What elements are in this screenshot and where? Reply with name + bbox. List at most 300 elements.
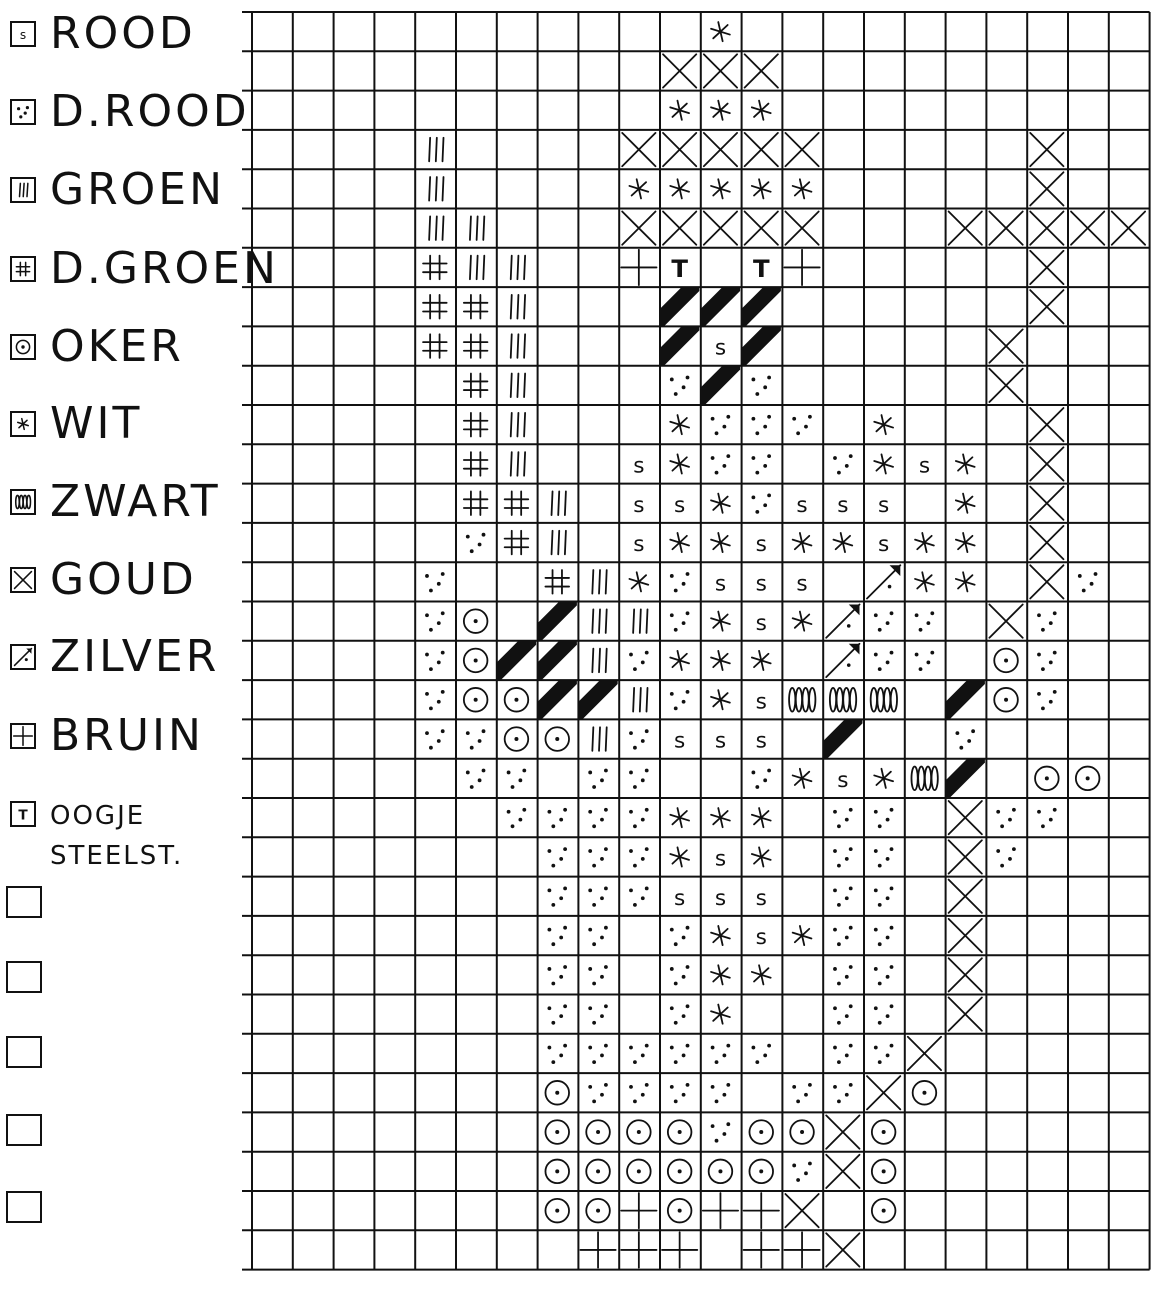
pattern-cell-wit [874,454,893,473]
legend-label: WIT [50,398,143,449]
pattern-cell-d-rood [670,1083,690,1103]
pattern-cell-rood [633,454,644,479]
pattern-cell-d-rood [874,926,894,946]
pattern-cell-rood [837,493,848,518]
svg-text:s: s [755,610,767,636]
pattern-cell-goud [622,133,655,166]
pattern-cell-oker [668,1120,692,1144]
pattern-cell-wit [670,808,689,827]
pattern-cell-zilver [826,605,859,638]
pattern-cell-d-rood [670,926,690,946]
pattern-cell-groen [552,531,566,555]
pattern-cell-groen [633,688,647,712]
pattern-cell-goud [989,369,1022,402]
svg-text:s: s [878,532,890,558]
pattern-cell-zwart [911,767,937,791]
pattern-cell-wit [629,572,648,591]
pattern-cell-wit [956,533,975,552]
pattern-cell-d-rood [588,808,608,828]
pattern-cell-d-rood [588,1083,608,1103]
pattern-cell-rood [756,729,767,754]
pattern-cell-d-groen [423,334,447,358]
pattern-cell-goud [663,133,696,166]
pattern-cell-oker [586,1120,610,1144]
pattern-cell-groen [511,334,525,358]
pattern-cell-wit [711,179,730,198]
pattern-cell-oker [545,727,569,751]
legend-label-line: STEELST. [50,841,184,871]
pattern-cell-diagonal-stripe [578,680,617,719]
pattern-cell-bruin [744,1193,779,1228]
pattern-cell-oker [668,1199,692,1223]
pattern-cell-goud [949,958,982,991]
svg-text:s: s [796,571,808,597]
pattern-cell-goud [949,840,982,873]
pattern-cell-groen [592,649,606,673]
pattern-cell-d-groen [464,334,488,358]
pattern-cell-oogje [671,254,688,283]
pattern-cell-goud [826,1155,859,1188]
pattern-cell-wit [711,651,730,670]
pattern-cell-rood [756,886,767,911]
pattern-cell-groen [592,609,606,633]
svg-text:s: s [714,846,727,872]
pattern-cell-d-rood [547,847,567,867]
pattern-cell-rood [878,493,889,518]
pattern-cell-d-rood [915,611,935,631]
pattern-cell-wit [711,808,730,827]
pattern-cell-wit [915,533,934,552]
pattern-cell-zwart [789,688,815,712]
pattern-cell-d-rood [751,454,771,474]
pattern-cell-rood [756,611,767,636]
pattern-cell-diagonal-stripe [823,719,862,758]
pattern-cell-d-groen [505,491,529,515]
pattern-cell-d-rood [466,769,486,789]
pattern-cell-goud [1030,526,1063,559]
pattern-cell-d-rood [833,847,853,867]
pattern-cell-d-rood [588,886,608,906]
pattern-cell-d-rood [874,611,894,631]
pattern-cell-d-rood [711,454,731,474]
pattern-cell-diagonal-stripe [538,641,577,680]
pattern-cell-d-rood [711,1083,731,1103]
svg-text:T: T [671,253,688,283]
pattern-cell-rood [796,571,807,596]
pattern-cell-oker [872,1120,896,1144]
pattern-cell-d-rood [1037,690,1057,710]
pattern-cell-goud [1030,251,1063,284]
pattern-cell-oker [545,1120,569,1144]
pattern-cell-diagonal-stripe [660,287,699,326]
pattern-cell-d-rood [670,376,690,396]
pattern-cell-goud [826,1233,859,1266]
pattern-cell-goud [704,133,737,166]
pattern-cell-goud [704,54,737,87]
svg-text:s: s [633,453,645,479]
svg-text:s: s [19,27,27,42]
pattern-cell-d-rood [833,454,853,474]
pattern-cell-diagonal-stripe [701,287,740,326]
pattern-cell-goud [745,133,778,166]
pattern-cell-wit [670,533,689,552]
pattern-cell-rood [715,571,726,596]
pattern-cell-d-rood [425,611,445,631]
pattern-cell-goud [745,54,778,87]
pattern-cell-d-rood [425,651,445,671]
pattern-cell-d-rood [670,965,690,985]
pattern-cell-goud [745,212,778,245]
pattern-cell-groen [511,413,525,437]
pattern-cell-bruin [744,1232,779,1267]
pattern-cell-groen [592,570,606,594]
pattern-cell-d-rood [507,808,527,828]
pattern-cell-oker [994,688,1018,712]
pattern-cell-oker [790,1120,814,1144]
pattern-cell-zwart [830,688,856,712]
pattern-cell-wit [629,179,648,198]
pattern-cell-oker [586,1160,610,1184]
pattern-cell-d-rood [466,533,486,553]
pattern-cell-goud [908,1037,941,1070]
pattern-cell-oker [505,727,529,751]
pattern-cell-goud [989,605,1022,638]
pattern-cell-diagonal-stripe [538,602,577,641]
pattern-cell-oker [709,1160,733,1184]
pattern-cell-d-rood [996,847,1016,867]
pattern-cell-d-rood [507,769,527,789]
pattern-cell-d-rood [1037,611,1057,631]
pattern-cell-wit [956,572,975,591]
pattern-cell-diagonal-stripe [538,680,577,719]
pattern-cell-d-rood [833,926,853,946]
pattern-cell-wit [874,769,893,788]
pattern-cell-d-groen [423,295,447,319]
pattern-cell-bruin [703,1193,738,1228]
legend-label: GOUD [50,554,197,605]
svg-text:s: s [714,728,727,754]
pattern-cell-d-rood [751,493,771,513]
pattern-cell-d-rood [874,1044,894,1064]
pattern-cell-wit [956,494,975,513]
pattern-cell-d-rood [425,729,445,749]
svg-text:s: s [714,885,727,911]
pattern-cell-d-rood [711,1044,731,1064]
pattern-cell-oker [627,1160,651,1184]
pattern-cell-d-rood [915,651,935,671]
pattern-cell-goud [1071,212,1104,245]
pattern-cell-goud [949,919,982,952]
pattern-cell-d-rood [629,847,649,867]
pattern-cell-groen [429,138,443,162]
svg-text:s: s [755,571,767,597]
pattern-cell-wit [752,651,771,670]
pattern-cell-rood [756,689,767,714]
pattern-cell-wit [711,926,730,945]
pattern-cell-bruin [784,250,819,285]
legend-label: GROEN [50,164,226,215]
pattern-cell-d-groen [545,570,569,594]
pattern-cell-goud [949,880,982,913]
pattern-cell-rood [674,729,685,754]
svg-text:s: s [878,492,890,518]
pattern-cell-oker [1035,767,1059,791]
pattern-cell-wit [752,808,771,827]
pattern-cell-goud [1030,172,1063,205]
pattern-cell-rood [715,729,726,754]
pattern-cell-d-rood [588,1044,608,1064]
pattern-cell-d-rood [792,1083,812,1103]
pattern-cell-rood [919,454,930,479]
pattern-cell-d-rood [1037,808,1057,828]
pattern-cell-d-rood [670,1044,690,1064]
pattern-cell-oker [586,1199,610,1223]
pattern-cell-wit [793,612,812,631]
svg-text:s: s [674,492,686,518]
pattern-cell-diagonal-stripe [946,759,985,798]
pattern-cell-oogje [753,254,770,283]
pattern-cell-groen [429,216,443,240]
pattern-cell-rood [837,768,848,793]
pattern-cell-rood [756,571,767,596]
pattern-cell-goud [1030,565,1063,598]
pattern-cell-wit [670,651,689,670]
pattern-cell-d-rood [547,808,567,828]
pattern-cell-d-rood [425,572,445,592]
pattern-cell-d-rood [833,886,853,906]
pattern-cell-d-rood [996,808,1016,828]
pattern-cell-oker [627,1120,651,1144]
pattern-cell-wit [670,454,689,473]
pattern-cell-bruin [621,250,656,285]
svg-text:s: s [633,532,645,558]
pattern-cell-oker [872,1199,896,1223]
pattern-cell-d-rood [547,1044,567,1064]
pattern-cell-d-rood [833,1004,853,1024]
pattern-cell-d-rood [751,415,771,435]
pattern-cell-groen [470,216,484,240]
pattern-cell-wit [793,533,812,552]
pattern-cell-wit [752,179,771,198]
pattern-cell-d-rood [629,808,649,828]
pattern-cell-d-rood [588,847,608,867]
pattern-cell-d-rood [874,1004,894,1024]
pattern-cell-rood [715,886,726,911]
pattern-cell-goud [826,1115,859,1148]
pattern-cell-d-rood [792,415,812,435]
pattern-cell-d-rood [629,729,649,749]
pattern-cell-goud [949,212,982,245]
legend-label: OKER [50,321,184,372]
pattern-cell-d-rood [425,690,445,710]
pattern-cell-d-rood [833,1083,853,1103]
pattern-cell-wit [874,415,893,434]
pattern-cell-wit [752,965,771,984]
legend-label: BRUIN [50,710,204,761]
pattern-cell-groen [429,177,443,201]
pattern-cell-d-rood [629,769,649,789]
pattern-cell-oker [668,1160,692,1184]
pattern-cell-d-rood [547,965,567,985]
pattern-cell-d-rood [670,611,690,631]
pattern-cell-goud [949,801,982,834]
svg-text:s: s [674,728,686,754]
pattern-cell-goud [1112,212,1145,245]
pattern-cell-d-rood [629,651,649,671]
pattern-cell-rood [796,493,807,518]
legend-label-line: OOGJE [50,800,146,831]
pattern-cell-goud [785,212,818,245]
pattern-cell-d-groen [464,295,488,319]
legend-label: ROOD [50,8,196,59]
svg-text:T: T [752,253,770,283]
svg-text:s: s [633,492,645,518]
svg-text:s: s [755,925,767,951]
pattern-cell-rood [674,886,685,911]
svg-text:s: s [755,689,767,715]
pattern-cell-d-rood [547,886,567,906]
pattern-cell-zwart [871,688,897,712]
pattern-cell-bruin [580,1232,615,1267]
legend-label: ZILVER [50,631,220,682]
pattern-cell-d-rood [670,572,690,592]
pattern-cell-groen [511,295,525,319]
pattern-cell-wit [711,965,730,984]
svg-text:s: s [755,532,767,558]
pattern-cell-d-rood [466,729,486,749]
pattern-cell-wit [711,612,730,631]
pattern-cell-goud [1030,212,1063,245]
pattern-cell-d-rood [874,847,894,867]
pattern-cell-goud [1030,447,1063,480]
pattern-cell-d-rood [874,808,894,828]
pattern-cell-oker [545,1160,569,1184]
pattern-cell-d-rood [751,376,771,396]
pattern-cell-oker [913,1081,937,1105]
pattern-cell-groen [552,491,566,515]
pattern-cell-d-groen [464,452,488,476]
grid-lines [242,12,1150,1270]
pattern-cell-oker [545,1081,569,1105]
pattern-cell-d-rood [833,965,853,985]
pattern-cell-oker [872,1160,896,1184]
pattern-cell-d-rood [833,1044,853,1064]
pattern-cell-wit [711,22,730,41]
svg-text:s: s [674,885,686,911]
pattern-cell-d-rood [1037,651,1057,671]
pattern-cell-bruin [662,1232,697,1267]
pattern-cell-wit [793,179,812,198]
pattern-cell-diagonal-stripe [701,366,740,405]
pattern-cell-bruin [621,1232,656,1267]
pattern-cell-oker [1076,767,1100,791]
pattern-cell-goud [949,998,982,1031]
pattern-cell-goud [1030,290,1063,323]
pattern-cell-oker [545,1199,569,1223]
pattern-cell-d-rood [629,1083,649,1103]
pattern-cell-rood [674,493,685,518]
pattern-cell-d-groen [464,491,488,515]
legend-label: ZWART [50,476,221,527]
pattern-cell-wit [752,101,771,120]
pattern-cell-d-rood [874,886,894,906]
pattern-cell-wit [670,101,689,120]
pattern-cell-goud [1030,133,1063,166]
pattern-cell-d-rood [833,808,853,828]
svg-text:s: s [918,453,931,479]
pattern-cell-d-rood [588,926,608,946]
pattern-cell-wit [670,179,689,198]
pattern-cell-d-groen [505,531,529,555]
svg-text:s: s [755,885,767,911]
pattern-cell-goud [704,212,737,245]
pattern-cell-goud [989,212,1022,245]
pattern-cell-d-rood [670,1004,690,1024]
pattern-cell-rood [756,925,767,950]
pattern-cell-oker [464,688,488,712]
svg-text:s: s [837,767,849,793]
legend-label: D.GROEN [50,243,279,294]
pattern-cell-goud [663,212,696,245]
pattern-cell-d-rood [588,1004,608,1024]
pattern-cell-oker [994,649,1018,673]
pattern-cell-d-rood [547,1004,567,1024]
pattern-cell-wit [833,533,852,552]
pattern-cell-d-rood [1078,572,1098,592]
pattern-cell-goud [663,54,696,87]
pattern-cell-d-rood [670,690,690,710]
pattern-cell-wit [711,101,730,120]
pattern-cell-wit [711,533,730,552]
pattern-cell-zilver [867,565,900,598]
pattern-cell-rood [756,532,767,557]
svg-text:s: s [714,335,727,361]
pattern-cell-wit [670,847,689,866]
pattern-cell-wit [711,690,730,709]
svg-text:s: s [837,492,849,518]
pattern-cell-d-rood [751,1044,771,1064]
pattern-cell-rood [715,847,726,872]
pattern-cell-oker [505,688,529,712]
pattern-cell-diagonal-stripe [660,326,699,365]
pattern-cell-d-rood [629,886,649,906]
pattern-cell-diagonal-stripe [497,641,536,680]
pattern-cell-d-rood [588,965,608,985]
pattern-cell-wit [711,494,730,513]
pattern-cell-d-rood [751,769,771,789]
pattern-cell-diagonal-stripe [742,326,781,365]
pattern-cell-diagonal-stripe [946,680,985,719]
svg-text:T: T [18,807,28,824]
pattern-cell-groen [511,452,525,476]
pattern-cell-wit [793,926,812,945]
pattern-cell-d-rood [629,1044,649,1064]
pattern-cell-bruin [621,1193,656,1228]
pattern-cell-d-rood [547,926,567,946]
pattern-cell-goud [989,329,1022,362]
legend-label: D.ROOD [50,86,250,137]
pattern-cell-goud [867,1076,900,1109]
pattern-cell-d-groen [423,256,447,280]
pattern-cell-wit [915,572,934,591]
pattern-cell-wit [793,769,812,788]
pattern-cell-oker [464,609,488,633]
pattern-cell-rood [633,532,644,557]
pattern-cell-d-rood [711,1122,731,1142]
pattern-cell-wit [752,847,771,866]
pattern-cell-d-rood [792,1162,812,1182]
pattern-cell-groen [633,609,647,633]
